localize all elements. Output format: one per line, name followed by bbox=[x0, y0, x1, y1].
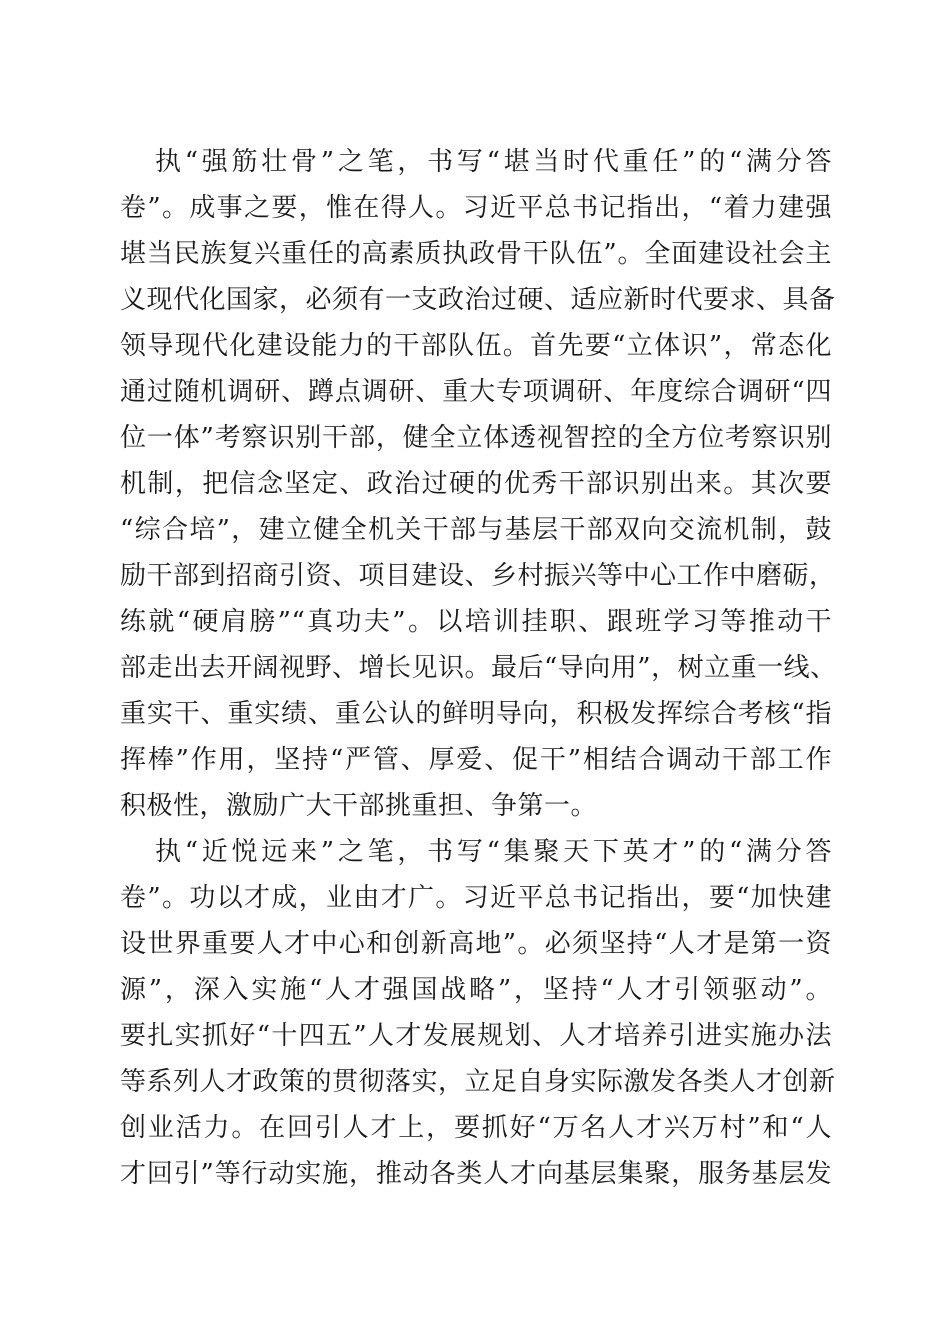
paragraph-1-line-12: 部走出去开阔视野、增长见识。最后“导向用”，树立重一线、 bbox=[120, 653, 837, 683]
paragraph-1-line-14: 挥棒”作用，坚持“严管、厚爱、促干”相结合调动干部工作 bbox=[120, 745, 832, 775]
paragraph-2-line-7: 创业活力。在回引人才上，要抓好“万名人才兴万村”和“人 bbox=[120, 1113, 832, 1143]
paragraph-2-line-5: 要扎实抓好“十四五”人才发展规划、人才培养引进实施办法 bbox=[120, 1021, 832, 1051]
paragraph-1-line-7: 位一体”考察识别干部，健全立体透视智控的全方位考察识别 bbox=[120, 423, 832, 453]
paragraph-1-line-9: “综合培”，建立健全机关干部与基层干部双向交流机制，鼓 bbox=[120, 515, 832, 545]
paragraph-1-line-8: 机制，把信念坚定、政治过硬的优秀干部识别出来。其次要 bbox=[120, 469, 832, 499]
paragraph-1-line-4: 义现代化国家，必须有一支政治过硬、适应新时代要求、具备 bbox=[120, 285, 836, 315]
paragraph-2-line-6: 等系列人才政策的贯彻落实，立足自身实际激发各类人才创新 bbox=[120, 1067, 836, 1097]
paragraph-1-line-1: 执“强筋壮骨”之笔，书写“堪当时代重任”的“满分答 bbox=[155, 147, 832, 177]
paragraph-1-line-3: 堪当民族复兴重任的高素质执政骨干队伍”。全面建设社会主 bbox=[120, 239, 832, 269]
paragraph-1-line-15: 积极性，激励广大干部挑重担、争第一。 bbox=[120, 791, 598, 821]
paragraph-1-line-10: 励干部到招商引资、项目建设、乡村振兴等中心工作中磨砺， bbox=[120, 561, 836, 591]
paragraph-2-line-1: 执“近悦远来”之笔，书写“集聚天下英才”的“满分答 bbox=[155, 837, 832, 867]
paragraph-2-line-4: 源”，深入实施“人才强国战略”，坚持“人才引领驱动”。 bbox=[120, 975, 832, 1005]
paragraph-1-line-6: 通过随机调研、蹲点调研、重大专项调研、年度综合调研“四 bbox=[120, 377, 832, 407]
paragraph-1-line-11: 练就“硬肩膀”“真功夫”。以培训挂职、跟班学习等推动干 bbox=[120, 607, 832, 637]
paragraph-1-line-5: 领导现代化建设能力的干部队伍。首先要“立体识”，常态化 bbox=[120, 331, 832, 361]
paragraph-1-line-2: 卷”。成事之要，惟在得人。习近平总书记指出，“着力建强 bbox=[120, 193, 832, 223]
paragraph-2-line-3: 设世界重要人才中心和创新高地”。必须坚持“人才是第一资 bbox=[120, 929, 832, 959]
paragraph-2-line-8: 才回引”等行动实施，推动各类人才向基层集聚，服务基层发 bbox=[120, 1159, 832, 1189]
paragraph-2-line-2: 卷”。功以才成，业由才广。习近平总书记指出，要“加快建 bbox=[120, 883, 832, 913]
paragraph-1-line-13: 重实干、重实绩、重公认的鲜明导向，积极发挥综合考核“指 bbox=[120, 699, 832, 729]
